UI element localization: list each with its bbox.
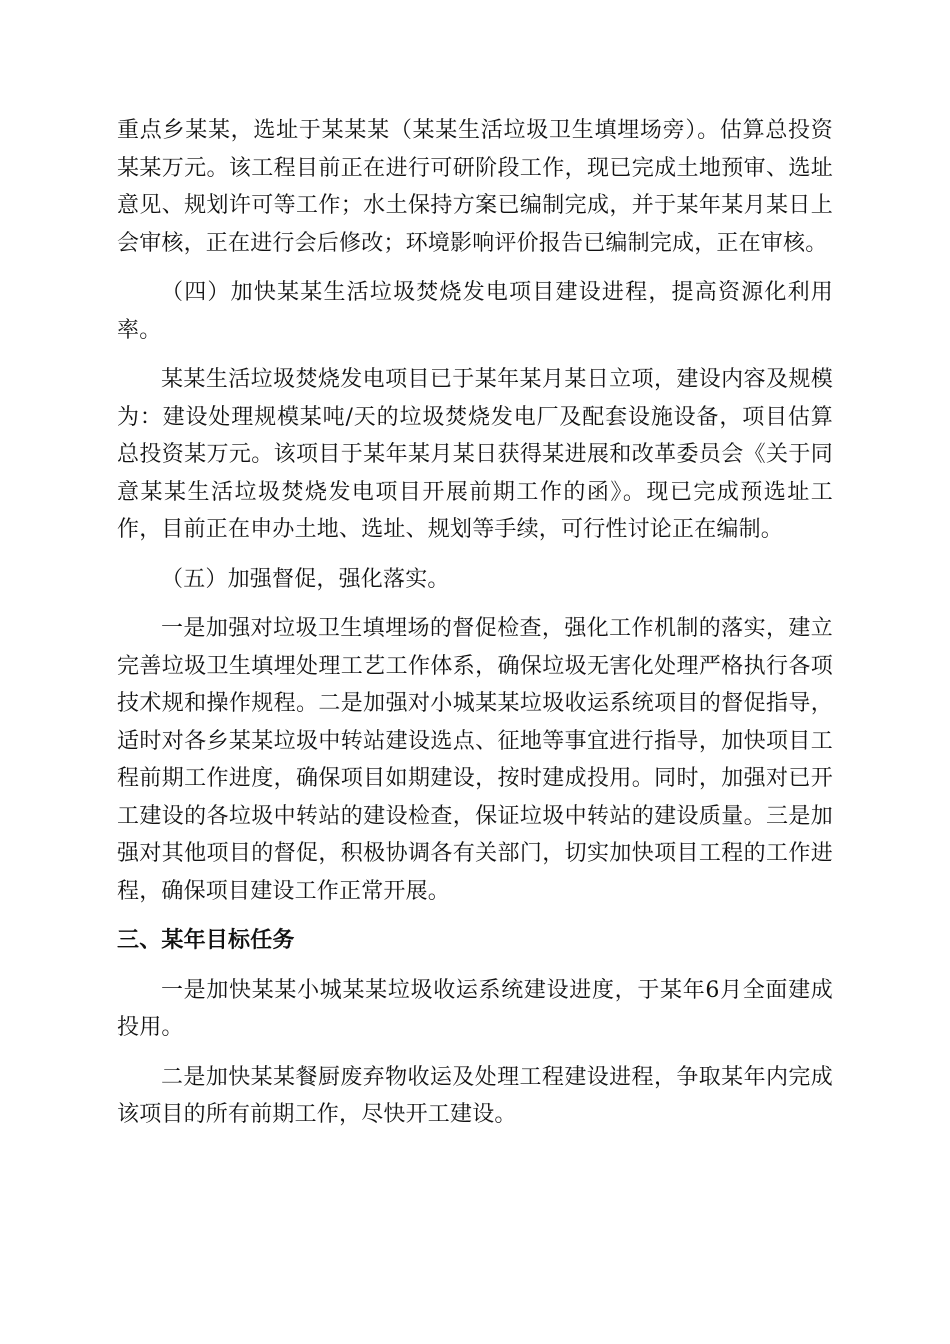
document-body [117, 112, 833, 1146]
paragraph-supervision: 一是加强对垃圾卫生填埋场的督促检查，强化工作机制的落实，建立完善垃圾卫生填埋处理工艺工作体系，确保垃圾无害化处理严格执行各项技术规和操作规程。二是加强对小城某某垃圾收运系统项目的督促指导，适时对各乡某某垃圾中转站建设选点、征地等事宜进行指导，加快项目工程前期工作进度，确保项目如期建设，按时建成投用。同时，加强对已开工建设的各垃圾中转站的建设检查，保证垃圾中转站的建设质量。三是加强对其他项目的督促，积极协调各有关部门，切实加快项目工程的工作进程，确保项目建设工作正常开展。 [117, 616, 833, 904]
paragraph-incineration-project: 某某生活垃圾焚烧发电项目已于某年某月某日立项，建设内容及规模为：建设处理规模某吨/天的垃圾焚烧发电厂及配套设施设备，项目估算总投资某万元。该项目于某年某月某日获得某进展和改革委员会《关于同意某某生活垃圾焚烧发电项目开展前期工作的函》。现已完成预选址工作，目前正在申办土地、选址、规划等手续，可行性讨论正在编制。 [117, 367, 833, 542]
paragraph-subheading-five: （五）加强督促，强化落实。 [161, 566, 450, 592]
paragraph-project-status: 重点乡某某，选址于某某某（某某生活垃圾卫生填埋场旁）。估算总投资某某万元。该工程目前正在进行可研阶段工作，现已完成土地预审、选址意见、规划许可等工作；水土保持方案已编制完成，并于某年某月某日上会审核，正在进行会后修改；环境影响评价报告已编制完成，正在审核。 [117, 118, 833, 256]
paragraph-goal-two: 二是加快某某餐厨废弃物收运及处理工程建设进程，争取某年内完成该项目的所有前期工作，尽快开工建设。 [117, 1064, 833, 1127]
paragraph-goal-one: 一是加快某某小城某某垃圾收运系统建设进度，于某年6月全面建成投用。 [117, 977, 833, 1040]
paragraph-subheading-four: （四）加快某某生活垃圾焚烧发电项目建设进程，提高资源化利用率。 [117, 280, 833, 343]
section-heading: 三、某年目标任务 [117, 928, 295, 953]
